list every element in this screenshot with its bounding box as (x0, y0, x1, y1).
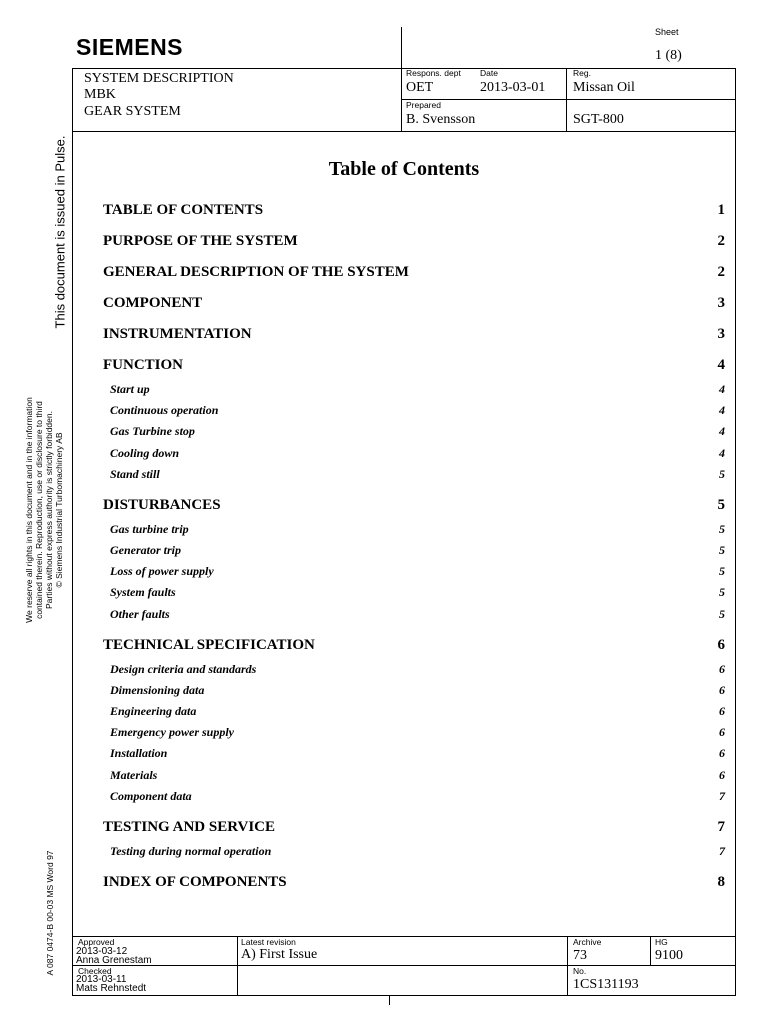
toc-entry-page: 7 (717, 818, 725, 835)
date-label: Date (480, 68, 498, 78)
rights-notice: We reserve all rights in this document and in the information contained therein. Reproduction, use or disclosure to third Parties without express authority is strictly forbidden. © Siemens Industrial Turbomachinery AB (24, 397, 64, 623)
toc-entry-page: 7 (719, 788, 725, 803)
reg-value: Missan Oil (573, 80, 635, 95)
toc-entry-page: 7 (719, 843, 725, 858)
doc-title-line-2: MBK (84, 87, 116, 102)
issued-in-pulse-note: This document is issued in Pulse. (52, 135, 68, 329)
form-reference: A 087 0474-B 00-03 MS Word 97 (45, 850, 55, 976)
toc-subentry[interactable] (110, 446, 725, 461)
toc-entry-page: 4 (719, 424, 725, 439)
toc-entry-text: FUNCTION (103, 357, 184, 373)
toc-entry-text: Cooling down (110, 445, 180, 460)
no-value: 1CS131193 (573, 977, 639, 992)
reg-divider (566, 68, 567, 132)
toc-entry-page: 6 (719, 704, 725, 718)
toc-entry[interactable] (103, 357, 725, 374)
toc-entry-text: Continuous operation (110, 403, 219, 418)
footer-mid-line (72, 965, 736, 966)
toc-entry-text: Loss of power supply (110, 564, 214, 579)
approved-date: 2013-03-12 (76, 946, 128, 957)
footer-divider-2 (567, 936, 568, 996)
checked-date: 2013-03-11 (76, 974, 127, 985)
doc-title-line-3: GEAR SYSTEM (84, 104, 181, 119)
toc-entry-text: TESTING AND SERVICE (103, 818, 276, 835)
toc-entry-page: 8 (717, 873, 725, 890)
toc-entry[interactable] (103, 497, 725, 514)
toc-entry-text: COMPONENT (103, 295, 203, 311)
toc-entry-text: TABLE OF CONTENTS (103, 202, 264, 218)
toc-entry-page: 4 (719, 382, 725, 396)
toc-entry-page: 2 (717, 264, 725, 280)
toc-entry-text: Installation (110, 746, 168, 761)
toc-subentry[interactable] (110, 683, 725, 698)
toc-entry-page: 6 (719, 725, 725, 740)
header-bottom-line (72, 131, 736, 132)
archive-value: 73 (573, 948, 587, 963)
toc-entry-text: TECHNICAL SPECIFICATION (103, 636, 315, 653)
sheet-label: Sheet (655, 27, 679, 37)
toc-subentry[interactable] (110, 543, 725, 558)
toc-entry-page: 5 (719, 564, 725, 579)
toc-entry-page: 6 (719, 682, 725, 697)
toc-entry-page: 6 (719, 661, 725, 676)
toc-subentry[interactable] (110, 725, 725, 740)
toc-subentry[interactable] (110, 403, 725, 418)
approved-name: Anna Grenestam (76, 955, 152, 966)
toc-subentry[interactable] (110, 382, 725, 397)
toc-entry[interactable] (103, 295, 725, 312)
toc-entry-page: 5 (719, 585, 725, 600)
siemens-logo: SIEMENS (76, 34, 184, 60)
toc-entry-text: Emergency power supply (110, 725, 234, 740)
toc-entry[interactable] (103, 874, 725, 891)
toc-entry-text: Engineering data (110, 704, 197, 718)
toc-entry-text: PURPOSE OF THE SYSTEM (103, 233, 298, 249)
header-mid-line (401, 99, 736, 100)
toc-entry-page: 4 (717, 357, 725, 373)
toc-subentry[interactable] (110, 746, 725, 761)
toc-entry-text: Gas Turbine stop (110, 424, 195, 439)
toc-entry-page: 4 (719, 403, 725, 418)
toc-entry-text: Stand still (110, 466, 160, 481)
no-label: No. (573, 966, 587, 976)
toc-entry-page: 6 (717, 636, 725, 653)
checked-label: Checked (78, 966, 112, 976)
toc-entry-text: Generator trip (110, 543, 182, 557)
toc-entry-text: Start up (110, 382, 150, 396)
toc-entry-page: 5 (719, 521, 725, 536)
footer-divider-3 (650, 936, 651, 966)
toc-entry-page: 5 (717, 496, 725, 513)
toc-entry[interactable] (103, 819, 725, 836)
reg-label: Reg. (573, 68, 591, 78)
toc-entry[interactable] (103, 233, 725, 250)
approved-label: Approved (78, 937, 115, 947)
latest-revision-value: A) First Issue (241, 947, 318, 962)
frame-right (735, 68, 736, 996)
toc-subentry[interactable] (110, 467, 725, 482)
toc-subentry[interactable] (110, 585, 725, 600)
frame-left (72, 68, 73, 996)
toc-entry[interactable] (103, 264, 725, 281)
toc-title: Table of Contents (328, 158, 480, 180)
toc-subentry[interactable] (110, 704, 725, 719)
doc-title-line-1: SYSTEM DESCRIPTION (84, 71, 234, 86)
bottom-tick (389, 996, 390, 1005)
toc-entry-text: INSTRUMENTATION (103, 326, 252, 342)
date-value: 2013-03-01 (480, 80, 546, 95)
toc-entry-page: 6 (719, 746, 725, 761)
toc-entry[interactable] (103, 326, 725, 343)
frame-top (72, 68, 736, 69)
toc-entry-page: 6 (719, 767, 725, 782)
hg-value: 9100 (655, 948, 683, 963)
toc-entry-page: 5 (719, 606, 725, 621)
toc-entry-page: 4 (719, 445, 725, 460)
toc-entry-text: Design criteria and standards (110, 661, 257, 676)
toc-entry[interactable] (103, 202, 725, 219)
toc-entry-page: 3 (717, 295, 725, 311)
toc-entry-text: DISTURBANCES (103, 496, 221, 513)
latest-revision-label: Latest revision (241, 937, 296, 947)
toc-entry-page: 3 (717, 326, 725, 342)
toc-subentry[interactable] (110, 607, 725, 622)
header-divider-vertical (401, 27, 402, 131)
toc-entry-text: INDEX OF COMPONENTS (103, 873, 287, 890)
checked-name: Mats Rehnstedt (76, 983, 147, 994)
toc-subentry[interactable] (110, 662, 725, 677)
toc-entry-text: Gas turbine trip (110, 521, 189, 536)
toc-entry-text: Other faults (110, 606, 170, 621)
toc-entry-text: GENERAL DESCRIPTION OF THE SYSTEM (103, 264, 409, 280)
toc-entry-text: Materials (110, 767, 158, 782)
frame-bottom (72, 995, 736, 996)
toc-entry-text: Testing during normal operation (110, 843, 272, 858)
prepared-label: Prepared (406, 100, 441, 110)
toc-entry-page: 5 (719, 543, 725, 557)
toc-subentry[interactable] (110, 564, 725, 579)
toc-subentry[interactable] (110, 424, 725, 439)
product-value: SGT-800 (573, 112, 624, 127)
hg-label: HG (655, 937, 668, 947)
toc-entry-text: Dimensioning data (110, 682, 205, 697)
toc-entry-text: System faults (110, 585, 176, 600)
respons-dept-value: OET (406, 80, 434, 95)
toc-entry-text: Component data (110, 788, 192, 803)
toc-entry-page: 5 (719, 466, 725, 481)
toc-subentry[interactable] (110, 844, 725, 859)
toc-subentry[interactable] (110, 768, 725, 783)
toc-entry-page: 2 (717, 233, 725, 249)
footer-divider-1 (237, 936, 238, 996)
toc-entry-page: 1 (717, 202, 725, 218)
sheet-value: 1 (8) (655, 48, 682, 63)
toc-subentry[interactable] (110, 789, 725, 804)
toc-subentry[interactable] (110, 522, 725, 537)
archive-label: Archive (573, 937, 602, 947)
toc-entry[interactable] (103, 637, 725, 654)
footer-top-line (72, 936, 736, 937)
respons-dept-label: Respons. dept (406, 68, 461, 78)
prepared-value: B. Svensson (406, 112, 476, 127)
